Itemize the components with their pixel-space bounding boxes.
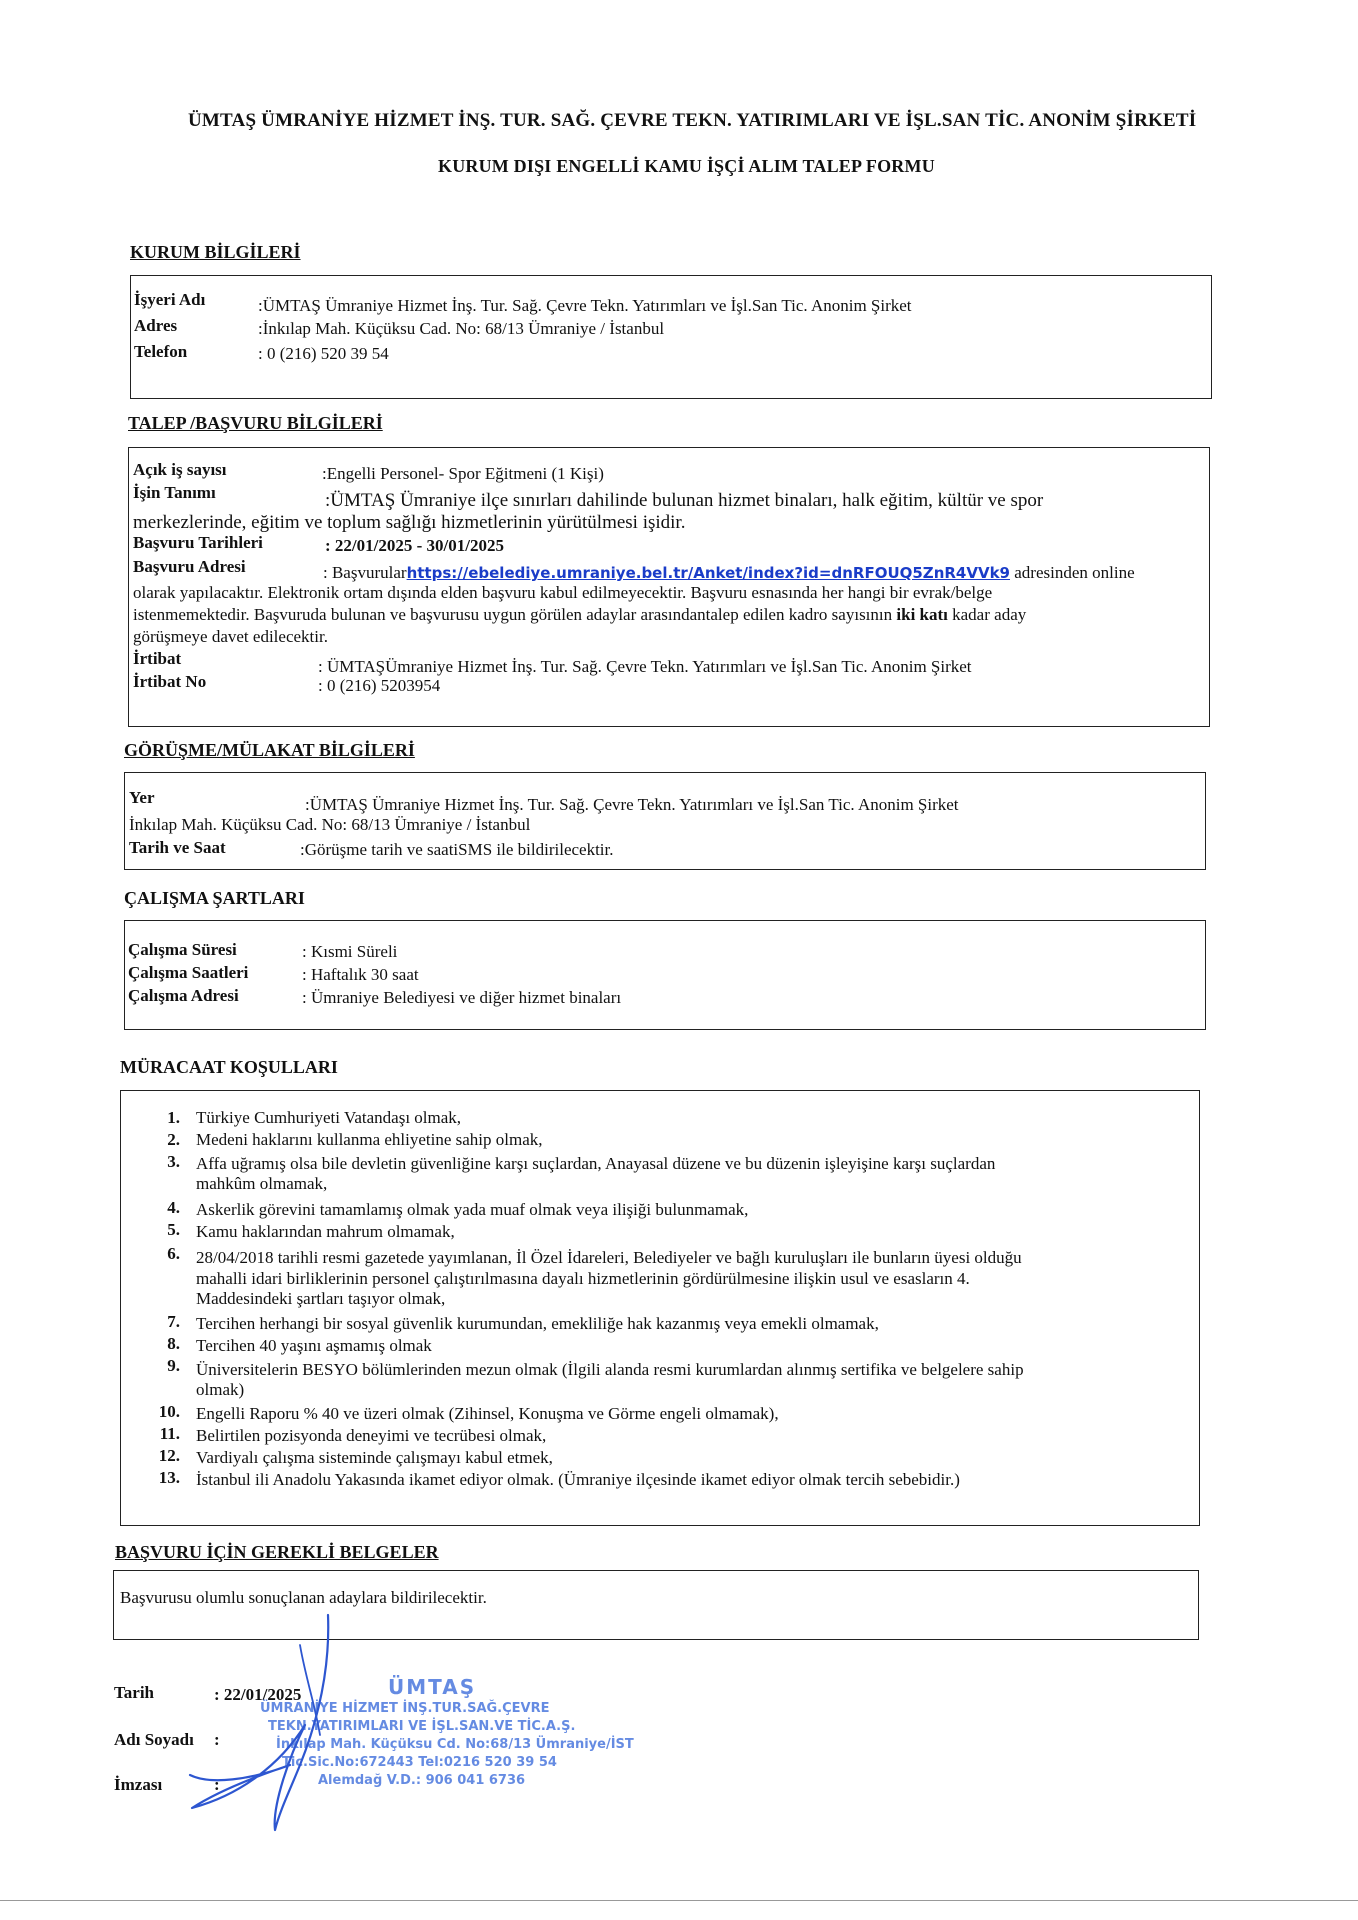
footer-imza-label: İmzası — [114, 1775, 163, 1794]
item-num: 1. — [167, 1108, 180, 1127]
footer-adi-label: Adı Soyadı — [114, 1730, 194, 1749]
talep-line-b-end: kadar aday — [952, 605, 1027, 624]
muracaat-heading: MÜRACAAT KOŞULLARI — [120, 1057, 338, 1077]
stamp-line6: Alemdağ V.D.: 906 041 6736 — [318, 1773, 526, 1788]
stamp-line4: İnkılap Mah. Küçüksu Cd. No:68/13 Ümraniye/İST — [276, 1737, 634, 1752]
item-num: 12. — [158, 1446, 180, 1465]
kurum-heading: KURUM BİLGİLERİ — [130, 242, 301, 262]
item-num: 13. — [158, 1468, 180, 1487]
list-item: 28/04/2018 tarihli resmi gazetede yayımlanan, İl Özel İdareleri, Belediyeler ve bağlı kuruluşları ile bunların üyesi olduğu — [196, 1248, 1022, 1267]
talep-heading: TALEP /BAŞVURU BİLGİLERİ — [128, 413, 383, 433]
list-item: mahalli idari birliklerinin personel çalıştırılmasına dayalı hizmetlerinin gördürülmesine ilişkin usul ve esasların 4. — [196, 1269, 970, 1288]
tarih-label: Başvuru Tarihleri — [133, 533, 263, 552]
telefon-value: : 0 (216) 520 39 54 — [258, 344, 389, 363]
stamp-line1: ÜMTAŞ — [388, 1675, 477, 1699]
list-item: Tercihen herhangi bir sosyal güvenlik kurumundan, emekliliğe hak kazanmış veya emekli olmamak, — [196, 1314, 879, 1333]
item-num: 7. — [167, 1312, 180, 1331]
isin-tanimi-label: İşin Tanımı — [133, 483, 216, 502]
calisma-suresi-value: : Kısmi Süreli — [302, 942, 398, 961]
list-item: Maddesindeki şartları taşıyor olmak, — [196, 1289, 446, 1308]
calisma-adresi-value: : Ümraniye Belediyesi ve diğer hizmet binaları — [302, 988, 622, 1007]
talep-line-b-bold: iki katı — [896, 605, 948, 624]
company-title: ÜMTAŞ ÜMRANİYE HİZMET İNŞ. TUR. SAĞ. ÇEVRE TEKN. YATIRIMLARI VE İŞL.SAN TİC. ANONİM ŞİRKETİ — [188, 110, 1197, 131]
belgeler-text: Başvurusu olumlu sonuçlanan adaylara bildirilecektir. — [120, 1588, 487, 1607]
irtibat-label: İrtibat — [133, 649, 182, 668]
belgeler-heading: BAŞVURU İÇİN GEREKLİ BELGELER — [115, 1542, 439, 1562]
list-item: Engelli Raporu % 40 ve üzeri olmak (Zihinsel, Konuşma ve Görme engeli olmamak), — [196, 1404, 779, 1423]
acik-is-value: :Engelli Personel- Spor Eğitmeni (1 Kişi) — [322, 464, 604, 483]
footer-adi-value: : — [214, 1730, 220, 1749]
adres-label: Adres — [134, 316, 178, 335]
footer-imza-value: : — [214, 1775, 220, 1794]
irtibat-no-label: İrtibat No — [133, 672, 207, 691]
telefon-label: Telefon — [134, 342, 188, 361]
list-item: İstanbul ili Anadolu Yakasında ikamet ediyor olmak. (Ümraniye ilçesinde ikamet ediyor olmak tercih sebebidir.) — [196, 1470, 960, 1489]
talep-line-b-text: istenmemektedir. Başvuruda bulunan ve başvurusu uygun görülen adaylar arasındantalep edilen kadro sayısının — [133, 605, 893, 624]
isin-tanimi-line1: :ÜMTAŞ Ümraniye ilçe sınırları dahilinde bulunan hizmet binaları, halk eğitim, kültür ve spor — [325, 490, 1044, 511]
basvuru-link[interactable]: https://ebelediye.umraniye.bel.tr/Anket/index?id=dnRFOUQ5ZnR4VVk9 — [406, 564, 1010, 582]
item-num: 10. — [158, 1402, 180, 1421]
yer-line2: İnkılap Mah. Küçüksu Cad. No: 68/13 Ümraniye / İstanbul — [129, 815, 531, 834]
item-num: 4. — [167, 1198, 180, 1217]
basvuru-adresi-suffix: adresinden online — [1014, 563, 1135, 582]
stamp-line2: ÜMRANİYE HİZMET İNŞ.TUR.SAĞ.ÇEVRE — [260, 1701, 550, 1716]
list-item: Affa uğramış olsa bile devletin güvenliğine karşı suçlardan, Anayasal düzene ve bu düzenin işleyişine karşı suçlardan — [196, 1154, 996, 1173]
footer-tarih-label: Tarih — [114, 1683, 155, 1702]
signature — [180, 1605, 350, 1845]
list-item: Belirtilen pozisyonda deneyimi ve tecrübesi olmak, — [196, 1426, 547, 1445]
irtibat-no-value: : 0 (216) 5203954 — [318, 676, 441, 695]
stamp-line5: Tic.Sic.No:672443 Tel:0216 520 39 54 — [282, 1755, 557, 1770]
list-item: olmak) — [196, 1380, 245, 1399]
yer-value: :ÜMTAŞ Ümraniye Hizmet İnş. Tur. Sağ. Çevre Tekn. Yatırımları ve İşl.San Tic. Anonim Şirket — [305, 795, 959, 814]
page-bottom-line — [0, 1900, 1358, 1901]
talep-line-b — [133, 605, 1026, 625]
item-num: 3. — [167, 1152, 180, 1171]
list-item: Türkiye Cumhuriyeti Vatandaşı olmak, — [196, 1108, 462, 1127]
item-num: 5. — [167, 1220, 180, 1239]
tarih-value: : 22/01/2025 - 30/01/2025 — [325, 536, 504, 555]
calisma-box — [124, 920, 1206, 1030]
adres-value: :İnkılap Mah. Küçüksu Cad. No: 68/13 Ümraniye / İstanbul — [258, 319, 665, 338]
form-title: KURUM DIŞI ENGELLİ KAMU İŞÇİ ALIM TALEP FORMU — [438, 156, 935, 176]
irtibat-value: : ÜMTAŞÜmraniye Hizmet İnş. Tur. Sağ. Çevre Tekn. Yatırımları ve İşl.San Tic. Anonim Şirket — [318, 657, 972, 676]
list-item: Vardiyalı çalışma sisteminde çalışmayı kabul etmek, — [196, 1448, 553, 1467]
isyeri-value: :ÜMTAŞ Ümraniye Hizmet İnş. Tur. Sağ. Çevre Tekn. Yatırımları ve İşl.San Tic. Anonim Şirket — [258, 296, 912, 315]
footer-tarih-value: : 22/01/2025 — [214, 1685, 302, 1704]
list-item: Askerlik görevini tamamlamış olmak yada muaf olmak veya ilişiği bulunmamak, — [196, 1200, 749, 1219]
calisma-saatleri-label: Çalışma Saatleri — [128, 963, 249, 982]
calisma-heading: ÇALIŞMA ŞARTLARI — [124, 888, 305, 908]
isin-tanimi-line2: merkezlerinde, eğitim ve toplum sağlığı hizmetlerinin yürütülmesi işidir. — [133, 512, 686, 533]
list-item: mahkûm olmamak, — [196, 1174, 328, 1193]
basvuru-adresi-line — [323, 563, 1135, 583]
item-num: 8. — [167, 1334, 180, 1353]
talep-line-a: olarak yapılacaktır. Elektronik ortam dışında elden başvuru kabul edilmeyecektir. Başvuru esnasında her hangi bir evrak/belge — [133, 583, 993, 602]
item-num: 11. — [159, 1424, 180, 1443]
gorusme-heading: GÖRÜŞME/MÜLAKAT BİLGİLERİ — [124, 740, 415, 760]
item-num: 2. — [167, 1130, 180, 1149]
calisma-suresi-label: Çalışma Süresi — [128, 940, 237, 959]
calisma-saatleri-value: : Haftalık 30 saat — [302, 965, 419, 984]
gorusme-tarih-value: :Görüşme tarih ve saatiSMS ile bildirilecektir. — [300, 840, 614, 859]
list-item: Medeni haklarını kullanma ehliyetine sahip olmak, — [196, 1130, 543, 1149]
gorusme-tarih-label: Tarih ve Saat — [129, 838, 226, 857]
item-num: 9. — [167, 1356, 180, 1375]
talep-line-c: görüşmeye davet edilecektir. — [133, 627, 328, 646]
calisma-adresi-label: Çalışma Adresi — [128, 986, 239, 1005]
list-item: Üniversitelerin BESYO bölümlerinden mezun olmak (İlgili alanda resmi kurumlardan alınmış sertifika ve belgelere sahip — [196, 1360, 1024, 1379]
yer-label: Yer — [129, 788, 155, 807]
list-item: Tercihen 40 yaşını aşmamış olmak — [196, 1336, 432, 1355]
basvuru-adresi-label: Başvuru Adresi — [133, 557, 246, 576]
list-item: Kamu haklarından mahrum olmamak, — [196, 1222, 455, 1241]
isyeri-label: İşyeri Adı — [134, 290, 206, 309]
stamp-line3: TEKN.YATIRIMLARI VE İŞL.SAN.VE TİC.A.Ş. — [268, 1719, 576, 1734]
acik-is-label: Açık iş sayısı — [133, 460, 227, 479]
basvuru-adresi-prefix: : Başvurular — [323, 563, 407, 582]
item-num: 6. — [167, 1244, 180, 1263]
